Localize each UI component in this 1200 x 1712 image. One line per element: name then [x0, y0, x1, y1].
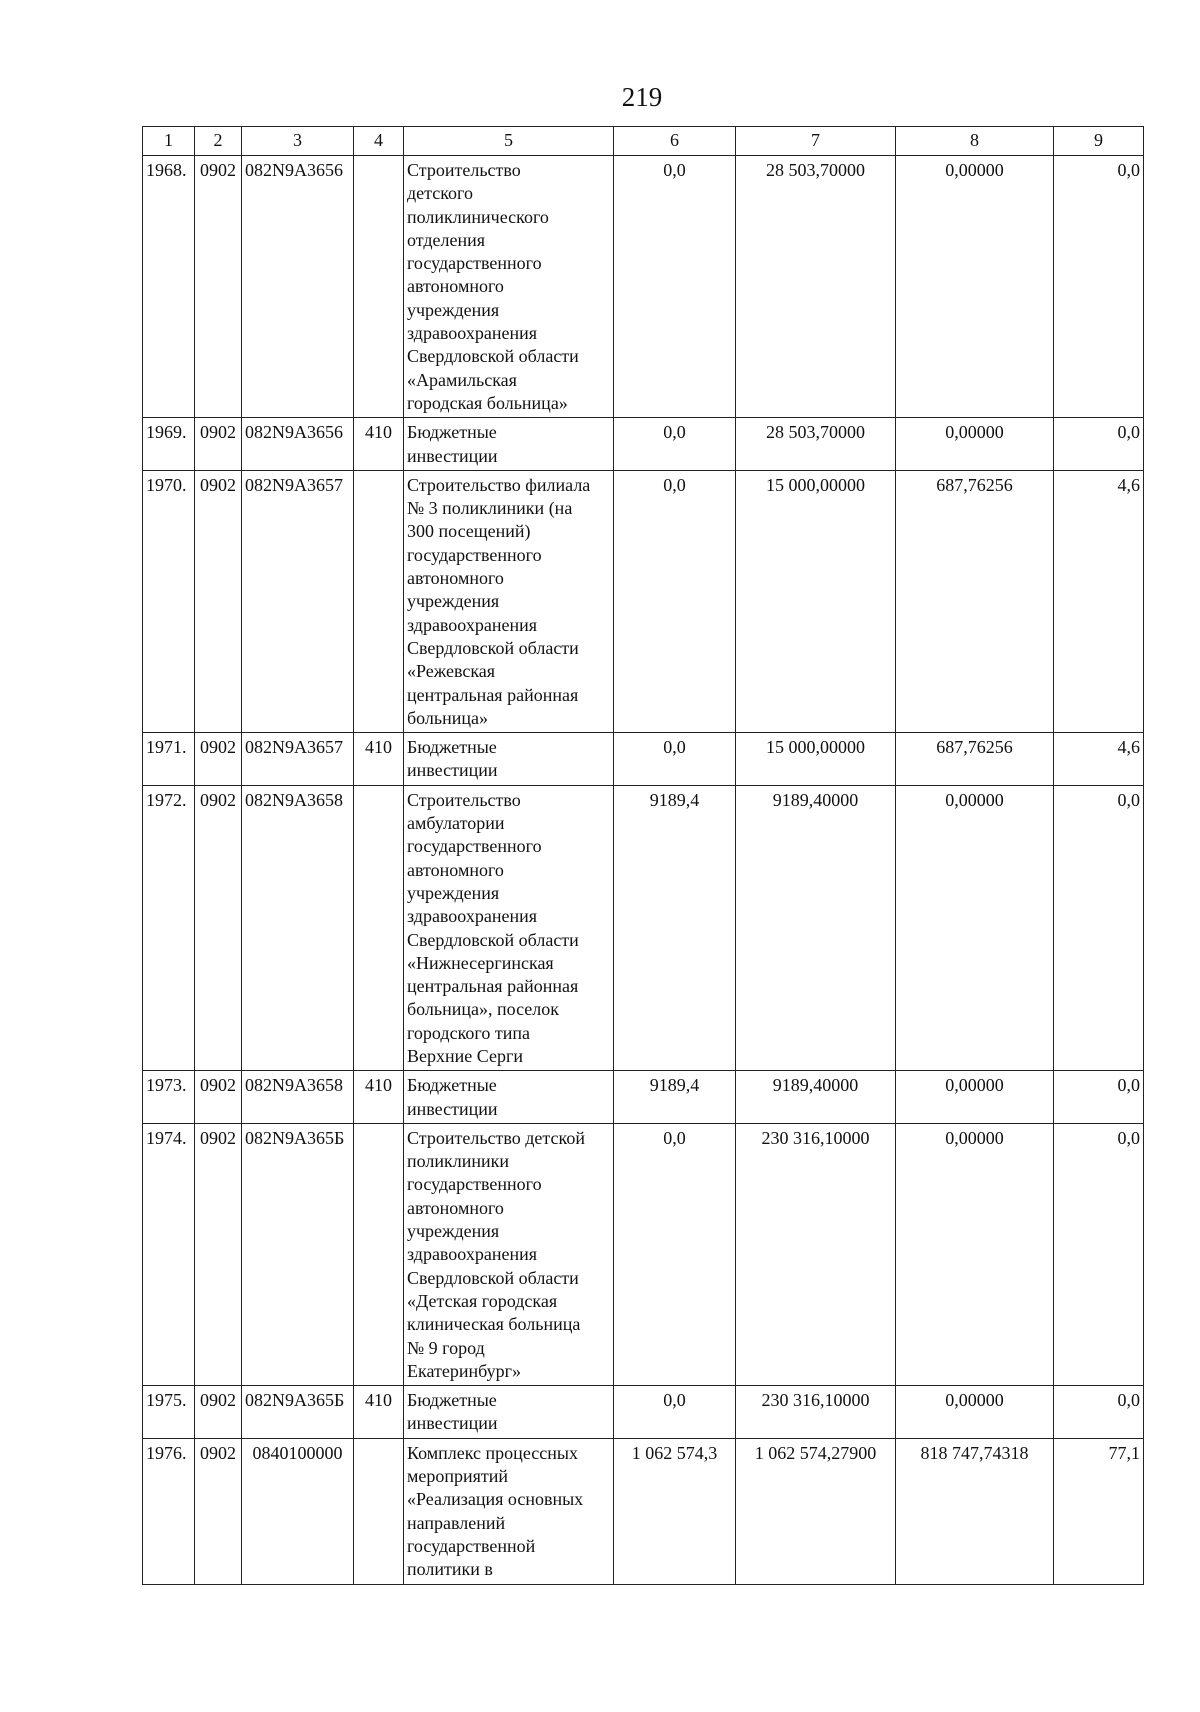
expense-type-code: [354, 1438, 404, 1584]
executed-value: 687,76256: [896, 733, 1054, 786]
expense-type-code: [354, 1123, 404, 1385]
item-name-line: Бюджетные: [407, 1390, 497, 1411]
approved-value: 230 316,10000: [736, 1386, 896, 1439]
execution-percent: 77,1: [1054, 1438, 1144, 1584]
target-article-code: 082N9A365Б: [242, 1123, 354, 1385]
section-code: 0902: [195, 785, 242, 1071]
table-body: [143, 156, 1144, 1585]
header-cell: 7: [736, 127, 896, 156]
execution-percent: 0,0: [1054, 156, 1144, 418]
approved-value: 15 000,00000: [736, 733, 896, 786]
execution-percent: 4,6: [1054, 470, 1144, 732]
header-cell: 9: [1054, 127, 1144, 156]
item-name: [404, 1071, 614, 1124]
item-name: [404, 785, 614, 1071]
execution-percent: 0,0: [1054, 418, 1144, 471]
item-name-line: больница», поселок: [407, 999, 560, 1020]
item-name-line: здравоохранения: [407, 1244, 538, 1265]
item-name-line: «Реализация основных: [407, 1489, 584, 1510]
row-number: 1974.: [143, 1123, 195, 1385]
item-name-line: больница»: [407, 707, 488, 728]
planned-value: 1 062 574,3: [614, 1438, 736, 1584]
execution-percent: 0,0: [1054, 1071, 1144, 1124]
item-name-line: «Арамильская: [407, 369, 517, 390]
expense-type-code: 410: [354, 1071, 404, 1124]
execution-percent: 4,6: [1054, 733, 1144, 786]
row-number: 1971.: [143, 733, 195, 786]
item-name-line: направлений: [407, 1512, 506, 1533]
header-cell: 2: [195, 127, 242, 156]
executed-value: 687,76256: [896, 470, 1054, 732]
item-name-line: мероприятий: [407, 1466, 509, 1487]
table-row: [143, 733, 1144, 786]
item-name-line: «Режевская: [407, 661, 496, 682]
header-cell: 5: [404, 127, 614, 156]
item-name-line: государственного: [407, 1174, 542, 1195]
table-row: [143, 785, 1144, 1071]
row-number: 1968.: [143, 156, 195, 418]
planned-value: 0,0: [614, 156, 736, 418]
target-article-code: 082N9A365Б: [242, 1386, 354, 1439]
planned-value: 0,0: [614, 733, 736, 786]
item-name-line: государственной: [407, 1535, 536, 1556]
item-name-line: Бюджетные: [407, 1075, 497, 1096]
item-name-line: инвестиции: [407, 1098, 498, 1119]
item-name-line: «Нижнесергинская: [407, 952, 554, 973]
item-name-line: учреждения: [407, 591, 500, 612]
item-name: [404, 418, 614, 471]
item-name-line: Строительство: [407, 160, 521, 180]
expense-type-code: 410: [354, 1386, 404, 1439]
page-number: 219: [621, 82, 663, 112]
item-name-line: инвестиции: [407, 760, 498, 781]
executed-value: 818 747,74318: [896, 1438, 1054, 1584]
header-row: [143, 127, 1144, 156]
item-name-line: городская больница»: [407, 392, 568, 413]
planned-value: 0,0: [614, 470, 736, 732]
approved-value: 28 503,70000: [736, 156, 896, 418]
table-row: [143, 156, 1144, 418]
expense-type-code: 410: [354, 733, 404, 786]
item-name-line: Верхние Серги: [407, 1045, 523, 1066]
table-row: [143, 1123, 1144, 1385]
approved-value: 9189,40000: [736, 1071, 896, 1124]
item-name-line: Бюджетные: [407, 737, 497, 758]
item-name-line: Строительство филиала: [407, 474, 591, 495]
item-name-line: учреждения: [407, 1221, 500, 1242]
item-name: [404, 1123, 614, 1385]
approved-value: 28 503,70000: [736, 418, 896, 471]
table-row: [143, 1071, 1144, 1124]
item-name-line: автономного: [407, 568, 504, 589]
header-cell: 3: [242, 127, 354, 156]
approved-value: 1 062 574,27900: [736, 1438, 896, 1584]
approved-value: 230 316,10000: [736, 1123, 896, 1385]
item-name-line: Свердловской области: [407, 346, 579, 367]
item-name-line: здравоохранения: [407, 614, 538, 635]
item-name-line: поликлинического: [407, 206, 549, 227]
row-number: 1970.: [143, 470, 195, 732]
item-name-line: детского: [407, 183, 473, 204]
executed-value: 0,00000: [896, 1071, 1054, 1124]
section-code: 0902: [195, 1123, 242, 1385]
expense-type-code: [354, 156, 404, 418]
row-number: 1976.: [143, 1438, 195, 1584]
header-cell: 6: [614, 127, 736, 156]
section-code: 0902: [195, 733, 242, 786]
item-name: [404, 1438, 614, 1584]
section-code: 0902: [195, 470, 242, 732]
executed-value: 0,00000: [896, 1123, 1054, 1385]
approved-value: 15 000,00000: [736, 470, 896, 732]
target-article-code: 082N9A3658: [242, 1071, 354, 1124]
item-name-line: автономного: [407, 1197, 504, 1218]
item-name-line: Бюджетные: [407, 422, 497, 443]
item-name-line: Свердловской области: [407, 929, 579, 950]
budget-table: [142, 126, 1144, 1585]
section-code: 0902: [195, 1438, 242, 1584]
target-article-code: 0840100000: [242, 1438, 354, 1584]
expense-type-code: 410: [354, 418, 404, 471]
item-name: [404, 1386, 614, 1439]
item-name-line: № 3 поликлиники (на: [407, 498, 573, 519]
planned-value: 9189,4: [614, 785, 736, 1071]
executed-value: 0,00000: [896, 785, 1054, 1071]
item-name-line: автономного: [407, 276, 504, 297]
item-name: [404, 156, 614, 418]
section-code: 0902: [195, 156, 242, 418]
table-row: [143, 470, 1144, 732]
row-number: 1972.: [143, 785, 195, 1071]
item-name-line: отделения: [407, 229, 486, 250]
item-name-line: центральная районная: [407, 976, 579, 997]
item-name-line: автономного: [407, 859, 504, 880]
item-name-line: Строительство детской: [407, 1127, 585, 1148]
row-number: 1973.: [143, 1071, 195, 1124]
executed-value: 0,00000: [896, 1386, 1054, 1439]
item-name-line: амбулатории: [407, 813, 505, 834]
target-article-code: 082N9A3656: [242, 156, 354, 418]
item-name-line: учреждения: [407, 882, 500, 903]
item-name-line: государственного: [407, 544, 542, 565]
section-code: 0902: [195, 1071, 242, 1124]
item-name-line: городского типа: [407, 1022, 530, 1043]
target-article-code: 082N9A3656: [242, 418, 354, 471]
table-row: [143, 1438, 1144, 1584]
section-code: 0902: [195, 1386, 242, 1439]
header-cell: 8: [896, 127, 1054, 156]
item-name-line: здравоохранения: [407, 323, 538, 344]
item-name-line: Екатеринбург»: [407, 1360, 521, 1381]
item-name-line: № 9 город: [407, 1337, 485, 1358]
header-cell: 1: [143, 127, 195, 156]
section-code: 0902: [195, 418, 242, 471]
item-name-line: политики в: [407, 1559, 493, 1580]
header-cell: 4: [354, 127, 404, 156]
target-article-code: 082N9A3657: [242, 470, 354, 732]
target-article-code: 082N9A3658: [242, 785, 354, 1071]
approved-value: 9189,40000: [736, 785, 896, 1071]
item-name-line: инвестиции: [407, 445, 498, 466]
item-name-line: «Детская городская: [407, 1290, 558, 1311]
expense-type-code: [354, 785, 404, 1071]
item-name-line: государственного: [407, 253, 542, 274]
planned-value: 0,0: [614, 418, 736, 471]
execution-percent: 0,0: [1054, 1123, 1144, 1385]
item-name-line: инвестиции: [407, 1413, 498, 1434]
row-number: 1975.: [143, 1386, 195, 1439]
executed-value: 0,00000: [896, 156, 1054, 418]
executed-value: 0,00000: [896, 418, 1054, 471]
target-article-code: 082N9A3657: [242, 733, 354, 786]
item-name-line: 300 посещений): [407, 521, 531, 542]
item-name: [404, 733, 614, 786]
table-row: [143, 1386, 1144, 1439]
row-number: 1969.: [143, 418, 195, 471]
planned-value: 0,0: [614, 1386, 736, 1439]
item-name: [404, 470, 614, 732]
item-name-line: Комплекс процессных: [407, 1442, 578, 1463]
item-name-line: Строительство: [407, 789, 521, 810]
item-name-line: здравоохранения: [407, 906, 538, 927]
item-name-line: центральная районная: [407, 684, 579, 705]
planned-value: 9189,4: [614, 1071, 736, 1124]
item-name-line: Свердловской области: [407, 637, 579, 658]
item-name-line: Свердловской области: [407, 1267, 579, 1288]
item-name-line: клиническая больница: [407, 1314, 581, 1335]
planned-value: 0,0: [614, 1123, 736, 1385]
item-name-line: государственного: [407, 836, 542, 857]
execution-percent: 0,0: [1054, 785, 1144, 1071]
execution-percent: 0,0: [1054, 1386, 1144, 1439]
item-name-line: поликлиники: [407, 1151, 510, 1172]
expense-type-code: [354, 470, 404, 732]
table-row: [143, 418, 1144, 471]
item-name-line: учреждения: [407, 299, 500, 320]
